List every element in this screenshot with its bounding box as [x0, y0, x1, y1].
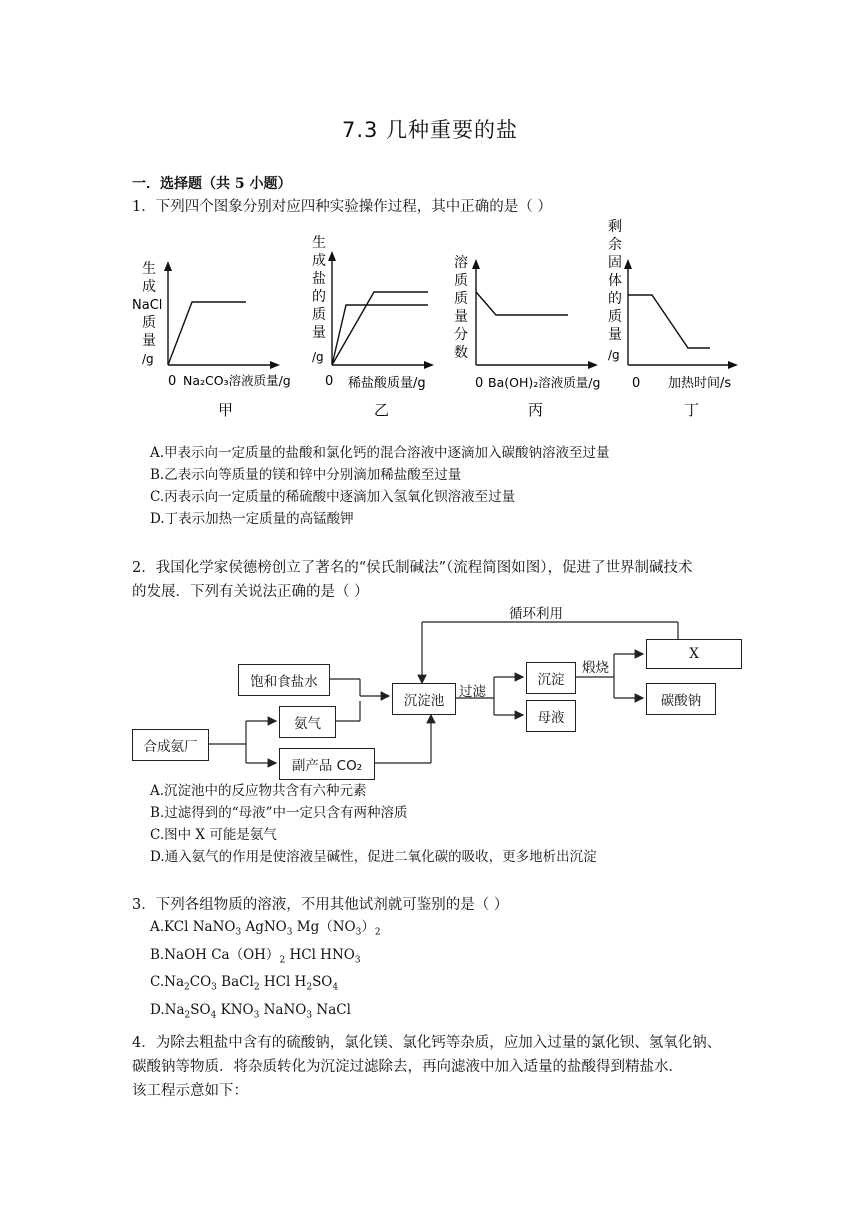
page-title: 7.3 几种重要的盐 [341, 118, 519, 142]
flow-calcine-label: 煅烧 [582, 660, 609, 676]
graph-bing-ylabel-4: 分 [454, 327, 468, 343]
graph-jia-ylabel-4: 量 [142, 333, 156, 349]
graph-bing-ylabel-1: 质 [454, 273, 468, 289]
graph-ding-ylabel-2: 固 [608, 255, 622, 271]
graph-bing-label: 丙 [528, 401, 544, 419]
q2-option-d[interactable]: D.通入氨气的作用是使溶液呈碱性，促进二氧化碳的吸收，更多地析出沉淀 [150, 849, 597, 865]
question-4-stem [132, 1031, 752, 1103]
q4-line2: 碳酸钠等物质．将杂质转化为沉淀过滤除去，再向滤液中加入适量的盐酸得到精盐水． [132, 1059, 683, 1075]
graph-ding-ylabel-0: 剩 [608, 219, 622, 235]
q4-line1: 4．为除去粗盐中含有的硫酸钠，氯化镁、氯化钙等杂质，应加入过量的氯化钡、氢氧化钠、 [132, 1035, 722, 1051]
section-heading: 一．选择题（共 5 小题） [132, 176, 292, 192]
graph-ding-ylabel-1: 余 [608, 237, 622, 253]
graph-ding [608, 219, 738, 419]
graph-bing-xlabel: Ba(OH)₂溶液质量/g [488, 375, 601, 390]
graph-ding-ylabel-4: 的 [608, 291, 622, 307]
graph-jia-label: 甲 [218, 401, 234, 419]
graph-bing-ylabel-2: 质 [454, 291, 468, 307]
graph-bing-ylabel-3: 量 [454, 309, 468, 325]
graph-ding-ylabel-6: 量 [608, 327, 622, 343]
graph-yi-ylabel-0: 生 [312, 235, 326, 251]
graph-ding-origin: 0 [632, 376, 641, 391]
graph-ding-label: 丁 [684, 401, 700, 419]
flow-soda-box: 碳酸钠 [646, 683, 716, 715]
flow-recycle-label: 循环利用 [509, 606, 563, 622]
graph-jia-ylabel-2: NaCl [132, 298, 163, 313]
graph-yi-ylabel-4: 质 [312, 307, 326, 323]
graph-ding-xlabel: 加热时间/s [668, 376, 732, 391]
graph-yi-xlabel: 稀盐酸质量/g [348, 376, 426, 391]
graph-bing-origin: 0 [475, 376, 484, 391]
question-1-stem: 1．下列四个图象分别对应四种实验操作过程，其中正确的是（ ） [132, 199, 552, 215]
q1-graphs [128, 215, 768, 425]
q1-option-b[interactable]: B.乙表示向等质量的镁和锌中分别滴加稀盐酸至过量 [150, 467, 462, 483]
question-1-options [150, 442, 610, 530]
graph-ding-ylabel-5: 质 [608, 309, 622, 325]
question-3-options [150, 916, 381, 1027]
flow-brine-box: 饱和食盐水 [238, 664, 330, 696]
graph-jia-xlabel: Na₂CO₃溶液质量/g [183, 373, 291, 388]
q2-option-c[interactable]: C.图中 X 可能是氨气 [150, 827, 277, 843]
q1-option-c[interactable]: C.丙表示向一定质量的稀硫酸中逐滴加入氢氧化钡溶液至过量 [150, 489, 516, 505]
q2-stem-line1: 2．我国化学家侯德榜创立了著名的“侯氏制碱法”（流程简图如图），促进了世界制碱技术 [132, 560, 693, 576]
graph-yi-ylabel-5: 量 [312, 325, 326, 341]
graph-bing [454, 254, 600, 419]
flow-ammonia-box: 氨气 [279, 706, 336, 738]
q2-stem-line2: 的发展．下列有关说法正确的是（ ） [132, 584, 369, 600]
graph-yi-ylabel-2: 盐 [312, 271, 326, 287]
graph-yi-ylabel-3: 的 [312, 289, 326, 305]
q3-option-b[interactable]: B.NaOH $Ca(OH)_2$ HCl $HNO_3$ [150, 946, 361, 966]
flow-co2-box: 副产品 CO₂ [279, 748, 375, 780]
graph-ding-ylabel-7: /g [608, 348, 620, 362]
flow-filter-label: 过滤 [459, 684, 486, 700]
flow-pool-box: 沉淀池 [392, 683, 456, 715]
graph-yi-label: 乙 [374, 401, 390, 419]
graph-jia-ylabel-3: 质 [142, 315, 156, 331]
graph-jia-origin: 0 [168, 374, 177, 389]
graph-bing-ylabel-5: 数 [454, 345, 468, 361]
graph-jia-ylabel-1: 成 [142, 279, 156, 295]
flow-plant-box: 合成氨厂 [132, 729, 209, 761]
q1-option-d[interactable]: D.丁表示加热一定质量的高锰酸钾 [150, 511, 354, 527]
graph-jia-ylabel-5: /g [142, 352, 154, 366]
q1-option-a[interactable]: A.甲表示向一定质量的盐酸和氯化钙的混合溶液中逐滴加入碳酸钠溶液至过量 [150, 445, 610, 461]
question-3-stem: 3．下列各组物质的溶液，不用其他试剂就可鉴别的是（ ） [132, 897, 509, 913]
graph-ding-ylabel-3: 体 [608, 273, 622, 289]
q3-option-c[interactable]: $C.Na_2CO_3$ BaCl$_2$ HCl $H_2SO_4$ [150, 974, 339, 994]
graph-bing-ylabel-0: 溶 [454, 255, 468, 271]
graph-jia-ylabel-0: 生 [142, 261, 156, 277]
graph-yi [312, 234, 434, 419]
q3-option-a[interactable]: A.KCl NaNO$_3$ AgNO$_3$ $Mg(NO_3)_2$ [150, 919, 381, 938]
graph-yi-ylabel-1: 成 [312, 253, 326, 269]
flow-x-box: X [646, 639, 742, 669]
flow-mother-liquor-box: 母液 [526, 700, 576, 732]
q3-option-d[interactable]: $D.Na_2SO_4$ $KNO_3$ NaNO$_3$ NaCl [150, 1002, 351, 1021]
q2-option-a[interactable]: A.沉淀池中的反应物共含有六种元素 [150, 783, 367, 799]
q2-option-b[interactable]: B.过滤得到的“母液”中一定只含有两种溶质 [150, 805, 408, 821]
question-2-options [150, 780, 597, 868]
graph-yi-origin: 0 [325, 374, 334, 389]
q4-line3: 该工程示意如下： [132, 1083, 248, 1099]
graph-jia [132, 260, 291, 419]
question-2-stem [132, 556, 752, 604]
flow-precipitate-box: 沉淀 [526, 662, 576, 694]
graph-yi-ylabel-6: /g [312, 350, 324, 364]
